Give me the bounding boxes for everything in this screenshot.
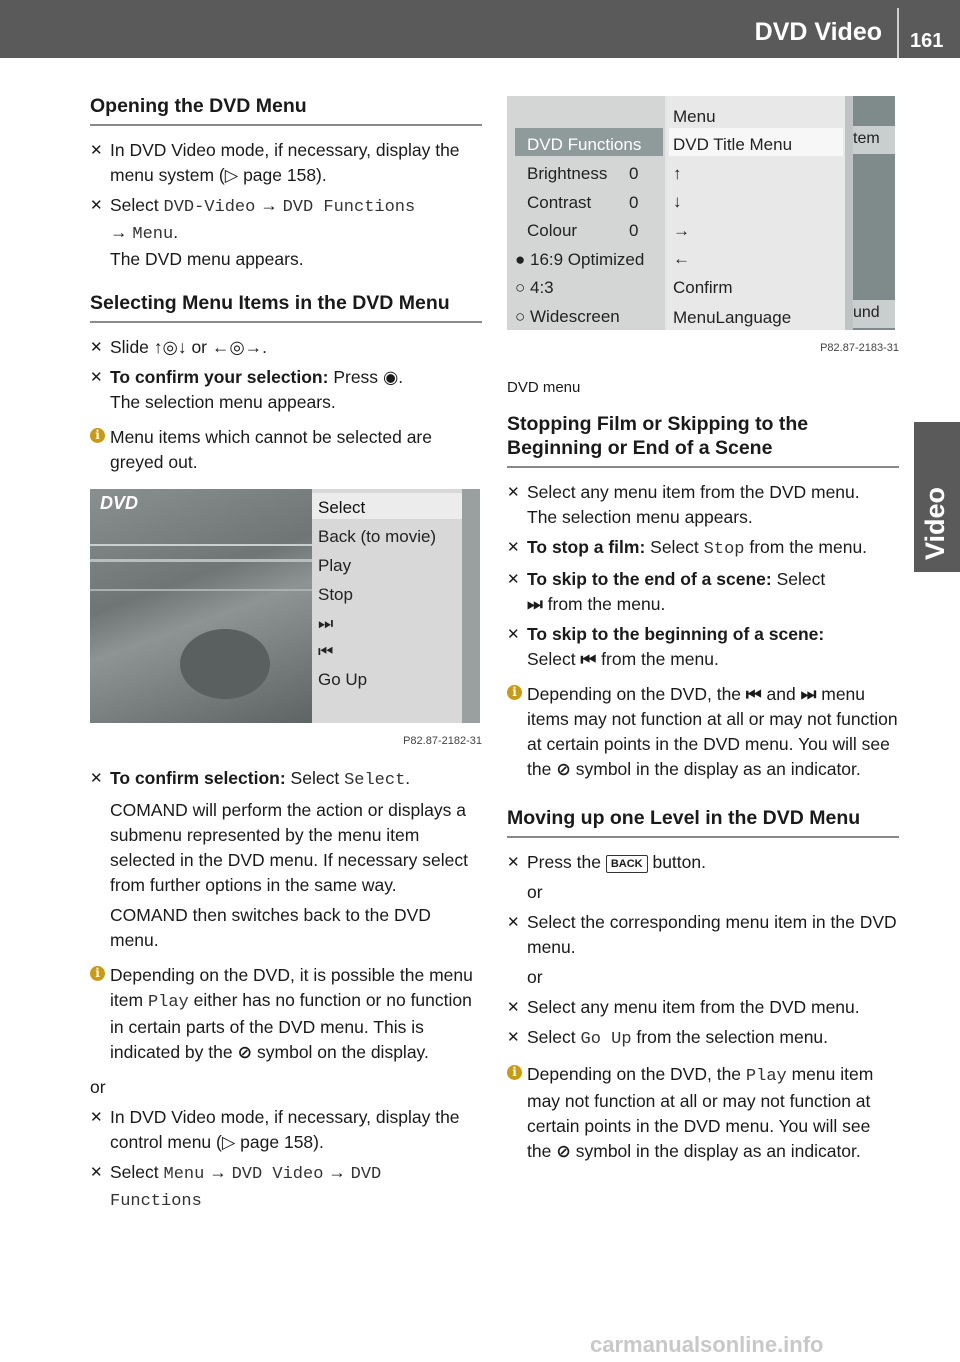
blocked-symbol-icon: ⊘ — [556, 1141, 571, 1161]
setting-value: 0 — [629, 193, 639, 212]
setting-value: 0 — [629, 164, 639, 183]
option-16-9[interactable]: ● 16:9 Optimized — [515, 250, 645, 269]
step-select-dvd-functions: ✕ Select Menu → DVD Video → DVD Functions — [90, 1162, 382, 1211]
option-widescreen[interactable]: ○ Widescreen — [515, 307, 620, 326]
heading-moving-up: Moving up one Level in the DVD Menu — [507, 806, 899, 838]
step-select-any-2: ✕ Select any menu item from the DVD menu. — [507, 997, 860, 1017]
info-icon: i — [507, 1065, 522, 1080]
menu-item[interactable]: ⏮ — [318, 642, 334, 661]
step-confirm-select: ✕ To confirm selection: Select Select. — [90, 768, 411, 790]
skip-forward-icon: ⏭ — [800, 684, 817, 704]
blocked-symbol-icon: ⊘ — [556, 759, 571, 779]
heading-selecting-menu-items: Selecting Menu Items in the DVD Menu — [90, 291, 482, 323]
menu-item[interactable]: ⏭ — [318, 614, 334, 633]
setting-contrast[interactable]: Contrast — [527, 193, 592, 212]
back-button-icon: BACK — [606, 855, 648, 873]
menu-item[interactable]: Select — [318, 498, 366, 517]
menu-item[interactable]: Confirm — [673, 278, 733, 297]
watermark: carmanualsonline.info — [590, 1332, 824, 1357]
right-column — [507, 96, 899, 1174]
menu-item[interactable]: DVD Title Menu — [673, 135, 793, 154]
selection-menu — [312, 489, 462, 723]
or-separator: or — [527, 882, 543, 902]
skip-back-icon: ⏮ — [580, 649, 597, 669]
menu-header: Menu — [673, 107, 716, 126]
menu-title: DVD Functions — [527, 135, 642, 154]
step-select-any: ✕ Select any menu item from the DVD menu. The selection menu appears. — [507, 482, 860, 527]
step-select-go-up: ✕ Select Go Up from the selection menu. — [507, 1027, 829, 1049]
dvd-functions-panel — [507, 96, 665, 330]
menu-item[interactable]: Play — [318, 556, 352, 575]
step-select-menu: ✕ Select DVD-Video → DVD Functions → Menu. The DVD menu appears. — [90, 195, 416, 269]
info-note-play: i Depending on the DVD, it is possible the menu item Play either has no function or no function in certain parts of the DVD menu. This is indicated by the ⊘ symbol on the display. — [90, 963, 482, 1065]
info-icon: i — [507, 685, 522, 700]
step-select-corresponding: ✕ Select the corresponding menu item in the DVD menu. — [507, 912, 897, 957]
heading-stopping-film: Stopping Film or Skipping to the Beginning or End of a Scene — [507, 412, 899, 468]
setting-colour[interactable]: Colour — [527, 221, 578, 240]
heading-opening-dvd-menu: Opening the DVD Menu — [90, 94, 482, 126]
image-code: P82.87-2183-31 — [820, 342, 899, 354]
step-confirm-selection: ✕ To confirm your selection: Press ◉. The selection menu appears. — [90, 367, 404, 412]
paragraph: COMAND will perform the action or displays a submenu represented by the menu item selected in the DVD menu. If necessary select from further options in the same way. — [110, 800, 468, 895]
screenshot-dvd-menu — [507, 96, 895, 330]
or-separator: or — [527, 967, 543, 987]
menu-item[interactable]: ↓ — [673, 192, 682, 211]
menu-item[interactable]: ↑ — [673, 164, 682, 183]
step-press-back: ✕ Press the BACK button. — [507, 852, 706, 872]
info-note-skip: i Depending on the DVD, the ⏮ and ⏭ menu items may not function at all or may not function at certain points in the DVD menu. You will see the ⊘ symbol in the display as an indicator. — [507, 682, 899, 782]
dvd-menu-list — [667, 96, 845, 330]
info-note-play-2: i Depending on the DVD, the Play menu item may not function at all or may not function at certain points in the DVD menu. You will see the ⊘ symbol in the display as an indicator. — [507, 1062, 899, 1164]
edge-label-bottom: und — [853, 300, 895, 328]
scrollbar[interactable] — [845, 96, 853, 330]
blocked-symbol-icon: ⊘ — [237, 1042, 253, 1062]
edge-label-top: tem — [853, 126, 895, 154]
step-skip-beginning: ✕ To skip to the beginning of a scene: Select ⏮ from the menu. — [507, 622, 899, 672]
menu-item[interactable]: MenuLanguage — [673, 308, 792, 327]
scrollbar[interactable] — [462, 489, 480, 723]
figure-caption: DVD menu — [507, 379, 581, 396]
step-display-control-menu: ✕ In DVD Video mode, if necessary, display the control menu (▷ page 158). — [90, 1107, 460, 1152]
menu-item[interactable]: Back (to movie) — [318, 527, 437, 546]
step-display-menu: ✕ In DVD Video mode, if necessary, display the menu system (▷ page 158). — [90, 140, 460, 185]
step-stop-film: ✕ To stop a film: Select Stop from the menu. — [507, 537, 868, 559]
slide-updown-icon: ↑◎↓ — [153, 337, 187, 357]
menu-item[interactable]: Stop — [318, 585, 353, 604]
slide-leftright-icon: ←◎→ — [211, 337, 263, 357]
side-tab-label: Video — [920, 486, 950, 560]
screenshot-dvd-selection-menu — [90, 489, 480, 723]
left-column — [90, 94, 482, 1219]
dvd-logo: DVD — [100, 493, 139, 513]
menu-item[interactable]: → — [673, 221, 690, 240]
section-title: DVD Video — [754, 18, 882, 46]
or-separator: or — [90, 1077, 106, 1097]
info-note-greyed: i Menu items which cannot be selected are greyed out. — [90, 425, 482, 475]
paragraph: COMAND then switches back to the DVD menu. — [110, 905, 431, 950]
setting-brightness[interactable]: Brightness — [527, 164, 608, 183]
info-icon: i — [90, 966, 105, 981]
step-skip-end: ✕ To skip to the end of a scene: Select ⏭ from the menu. — [507, 567, 899, 617]
background-edge — [853, 96, 895, 330]
header-divider — [897, 8, 899, 58]
skip-forward-icon: ⏭ — [527, 594, 543, 614]
menu-item[interactable]: Go Up — [318, 670, 368, 689]
image-code: P82.87-2182-31 — [403, 735, 482, 747]
side-tab — [914, 422, 960, 572]
setting-value: 0 — [629, 221, 639, 240]
page-number: 161 — [910, 30, 944, 52]
video-background — [90, 489, 312, 723]
option-4-3[interactable]: ○ 4:3 — [515, 278, 554, 297]
skip-back-icon: ⏮ — [745, 684, 762, 704]
info-icon: i — [90, 428, 105, 443]
page-header — [0, 0, 960, 58]
menu-item[interactable]: ← — [673, 249, 690, 268]
press-controller-icon: ◉ — [382, 367, 399, 387]
step-slide: ✕ Slide ↑◎↓ or ←◎→. — [90, 335, 482, 360]
